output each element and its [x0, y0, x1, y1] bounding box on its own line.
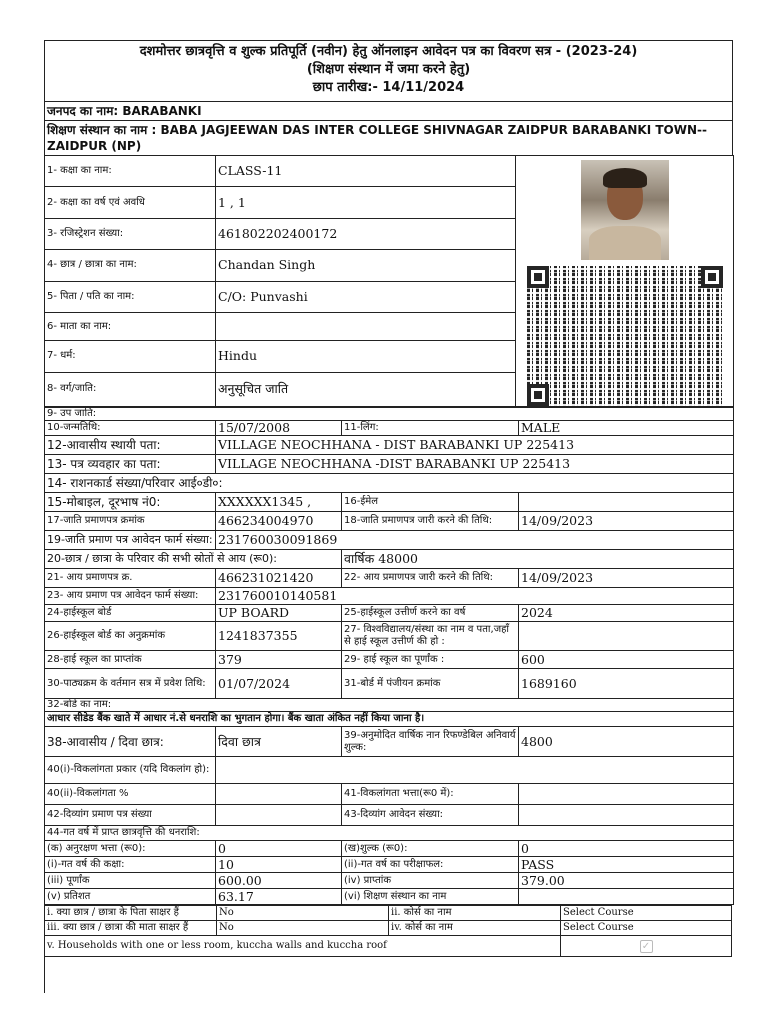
form-title: दशमोत्तर छात्रवृत्ति व शुल्क प्रतिपूर्ति (नवीन) हेतु ऑनलाइन आवेदन पत्र का विवरण सत्र - (2023-24) — [139, 44, 638, 59]
qr-code — [527, 266, 723, 406]
field-label: 1- कक्षा का नाम: — [45, 156, 216, 187]
course-select[interactable]: Select Course — [561, 921, 732, 936]
field-value: अनुसूचित जाति — [216, 372, 516, 406]
caste-cert-date-label: 18-जाति प्रमाणपत्र जारी करने की तिथि: — [342, 512, 519, 531]
caste-cert-label: 17-जाति प्रमाणपत्र क्रमांक — [45, 512, 216, 531]
disability-pct-value — [216, 784, 342, 805]
field-value — [216, 312, 516, 340]
field-label: 3- रजिस्ट्रेशन संख्या: — [45, 218, 216, 249]
caste-form-value: 231760030091869 — [216, 531, 734, 550]
hs-board-value: UP BOARD — [216, 605, 342, 622]
gender-value: MALE — [519, 421, 734, 436]
prev-amount-label: 44-गत वर्ष में प्राप्त छात्रवृत्ति की धनराशि: — [45, 826, 734, 841]
corr-address-label: 13- पत्र व्यवहार का पता: — [45, 455, 216, 474]
board-reg-label: 31-बोर्ड में पंजीयन क्रमांक — [342, 669, 519, 699]
institution-name: शिक्षण संस्थान का नाम : BABA JAGJEEWAN DAS INTER COLLEGE SHIVNAGAR ZAIDPUR BARABANKI TOWN--ZAIDPUR (NP) — [44, 120, 733, 155]
disability-cert-value — [216, 805, 342, 826]
disability-app-label: 43-दिव्यांग आवेदन संख्या: — [342, 805, 519, 826]
hs-roll-label: 26-हाईस्कूल बोर्ड का अनुक्रमांक — [45, 622, 216, 651]
disability-allowance-label: 41-विकलांगता भत्ता(रू0 में): — [342, 784, 519, 805]
hs-marks-label: 28-हाई स्कूल का प्राप्तांक — [45, 651, 216, 669]
course-name-label: ii. कोर्स का नाम — [389, 906, 561, 921]
hs-max-value: 600 — [519, 651, 734, 669]
field-value: Chandan Singh — [216, 250, 516, 281]
maintenance-value: 0 — [216, 841, 342, 857]
disability-app-value — [519, 805, 734, 826]
student-details-main — [44, 407, 734, 905]
father-literate-label: i. क्या छात्र / छात्रा के पिता साक्षर हैं — [45, 906, 217, 921]
sub-caste-label: 9- उप जाति: — [45, 408, 734, 421]
admission-label: 30-पाठ्यक्रम के वर्तमान सत्र में प्रवेश तिथि: — [45, 669, 216, 699]
field-label: 7- धर्म: — [45, 341, 216, 372]
prev-result-label: (ii)-गत वर्ष का परीक्षाफल: — [342, 857, 519, 873]
obtained-marks-value: 379.00 — [519, 873, 734, 889]
income-cert-date-value: 14/09/2023 — [519, 569, 734, 588]
student-photo — [581, 160, 669, 260]
corr-address-value: VILLAGE NEOCHHANA -DIST BARABANKI UP 225413 — [216, 455, 734, 474]
caste-form-label: 19-जाति प्रमाण पत्र आवेदन फार्म संख्या: — [45, 531, 216, 550]
hs-year-label: 25-हाईस्कूल उत्तीर्ण करने का वर्ष — [342, 605, 519, 622]
hostel-value: दिवा छात्र — [216, 727, 342, 757]
prev-institute-label: (vi) शिक्षण संस्थान का नाम — [342, 889, 519, 905]
father-literate-value: No — [217, 906, 389, 921]
ration-label: 14- राशनकार्ड संख्या/परिवार आई०डी०: — [45, 474, 734, 493]
income-cert-value: 466231021420 — [216, 569, 342, 588]
disability-type-label: 40(i)-विकलांगता प्रकार (यदि विकलांग हो): — [45, 757, 216, 784]
field-value: C/O: Punvashi — [216, 281, 516, 312]
income-label: 20-छात्र / छात्रा के परिवार की सभी स्रोतों से आय (रू0): — [45, 550, 342, 569]
households-label: v. Households with one or less room, kuccha walls and kuccha roof — [45, 936, 561, 957]
field-value: 1 , 1 — [216, 187, 516, 218]
field-label: 4- छात्र / छात्रा का नाम: — [45, 250, 216, 281]
prev-class-value: 10 — [216, 857, 342, 873]
fee-amount-value: 0 — [519, 841, 734, 857]
max-marks-label: (iii) पूर्णांक — [45, 873, 216, 889]
field-label: 2- कक्षा का वर्ष एवं अवधि — [45, 187, 216, 218]
disability-allowance-value — [519, 784, 734, 805]
hs-roll-value: 1241837355 — [216, 622, 342, 651]
field-value: Hindu — [216, 341, 516, 372]
dob-label: 10-जन्मतिथि: — [45, 421, 216, 436]
households-checkbox[interactable]: ✓ — [640, 940, 653, 953]
page-border-tail — [44, 957, 46, 993]
percent-value: 63.17 — [216, 889, 342, 905]
email-label: 16-ईमेल — [342, 493, 519, 512]
income-cert-date-label: 22- आय प्रमाणपत्र जारी करने की तिथि: — [342, 569, 519, 588]
hs-board-label: 24-हाईस्कूल बोर्ड — [45, 605, 216, 622]
admission-value: 01/07/2024 — [216, 669, 342, 699]
income-cert-label: 21- आय प्रमाणपत्र क्र. — [45, 569, 216, 588]
prev-class-label: (i)-गत वर्ष की कक्षा: — [45, 857, 216, 873]
form-subtitle: (शिक्षण संस्थान में जमा करने हेतु) — [306, 62, 471, 77]
fee-amount-label: (ख)शुल्क (रू0): — [342, 841, 519, 857]
hs-marks-value: 379 — [216, 651, 342, 669]
form-header — [44, 40, 733, 101]
field-value: 461802202400172 — [216, 218, 516, 249]
caste-cert-value: 466234004970 — [216, 512, 342, 531]
aadhaar-note: आधार सीडेड बैंक खाते में आधार नं.से धनराशि का भुगतान होगा। बैंक खाता अंकित नहीं किया जाना है। — [45, 712, 734, 727]
mother-literate-value: No — [217, 921, 389, 936]
hostel-label: 38-आवासीय / दिवा छात्र: — [45, 727, 216, 757]
disability-type-value — [216, 757, 734, 784]
maintenance-label: (क) अनुरक्षण भत्ता (रू0): — [45, 841, 216, 857]
fee-value: 4800 — [519, 727, 734, 757]
mother-literate-label: iii. क्या छात्र / छात्रा की माता साक्षर हैं — [45, 921, 217, 936]
board-name-label: 32-बोर्ड का नाम: — [45, 699, 734, 712]
fee-label: 39-अनुमोदित वार्षिक नान रिफण्डेबिल अनिवार्य शुल्क: — [342, 727, 519, 757]
income-form-label: 23- आय प्रमाण पत्र आवेदन फार्म संख्या: — [45, 588, 216, 605]
perm-address-value: VILLAGE NEOCHHANA - DIST BARABANKI UP 225413 — [216, 436, 734, 455]
prev-institute-value — [519, 889, 734, 905]
hs-institute-value — [519, 622, 734, 651]
disability-pct-label: 40(ii)-विकलांगता % — [45, 784, 216, 805]
obtained-marks-label: (iv) प्राप्तांक — [342, 873, 519, 889]
caste-cert-date-value: 14/09/2023 — [519, 512, 734, 531]
field-label: 5- पिता / पति का नाम: — [45, 281, 216, 312]
field-value: CLASS-11 — [216, 156, 516, 187]
hs-max-label: 29- हाई स्कूल का पूर्णांक : — [342, 651, 519, 669]
prev-result-value: PASS — [519, 857, 734, 873]
gender-label: 11-लिंग: — [342, 421, 519, 436]
field-label: 8- वर्ग/जाति: — [45, 372, 216, 406]
student-details-top — [44, 155, 734, 407]
income-value: वार्षिक 48000 — [342, 550, 734, 569]
board-reg-value: 1689160 — [519, 669, 734, 699]
income-form-value: 231760010140581 — [216, 588, 734, 605]
hs-year-value: 2024 — [519, 605, 734, 622]
dob-value: 15/07/2008 — [216, 421, 342, 436]
mobile-value: XXXXXX1345 , — [216, 493, 342, 512]
mobile-label: 15-मोबाइल, दूरभाष नं0: — [45, 493, 216, 512]
field-label: 6- माता का नाम: — [45, 312, 216, 340]
hs-institute-label: 27- विश्वविद्यालय/संस्था का नाम व पता,जहाँ से हाई स्कूल उत्तीर्ण की हो : — [342, 622, 519, 651]
literacy-table — [44, 905, 732, 957]
max-marks-value: 600.00 — [216, 873, 342, 889]
print-date: छाप तारीख:- 14/11/2024 — [312, 80, 465, 95]
course-name-label: iv. कोर्स का नाम — [389, 921, 561, 936]
disability-cert-label: 42-दिव्यांग प्रमाण पत्र संख्या — [45, 805, 216, 826]
perm-address-label: 12-आवासीय स्थायी पता: — [45, 436, 216, 455]
course-select[interactable]: Select Course — [561, 906, 732, 921]
percent-label: (v) प्रतिशत — [45, 889, 216, 905]
photo-qr-cell — [516, 156, 734, 407]
email-value — [519, 493, 734, 512]
application-form — [44, 40, 733, 993]
district-name: जनपद का नाम: BARABANKI — [44, 101, 733, 120]
households-checkbox-cell — [561, 936, 732, 957]
